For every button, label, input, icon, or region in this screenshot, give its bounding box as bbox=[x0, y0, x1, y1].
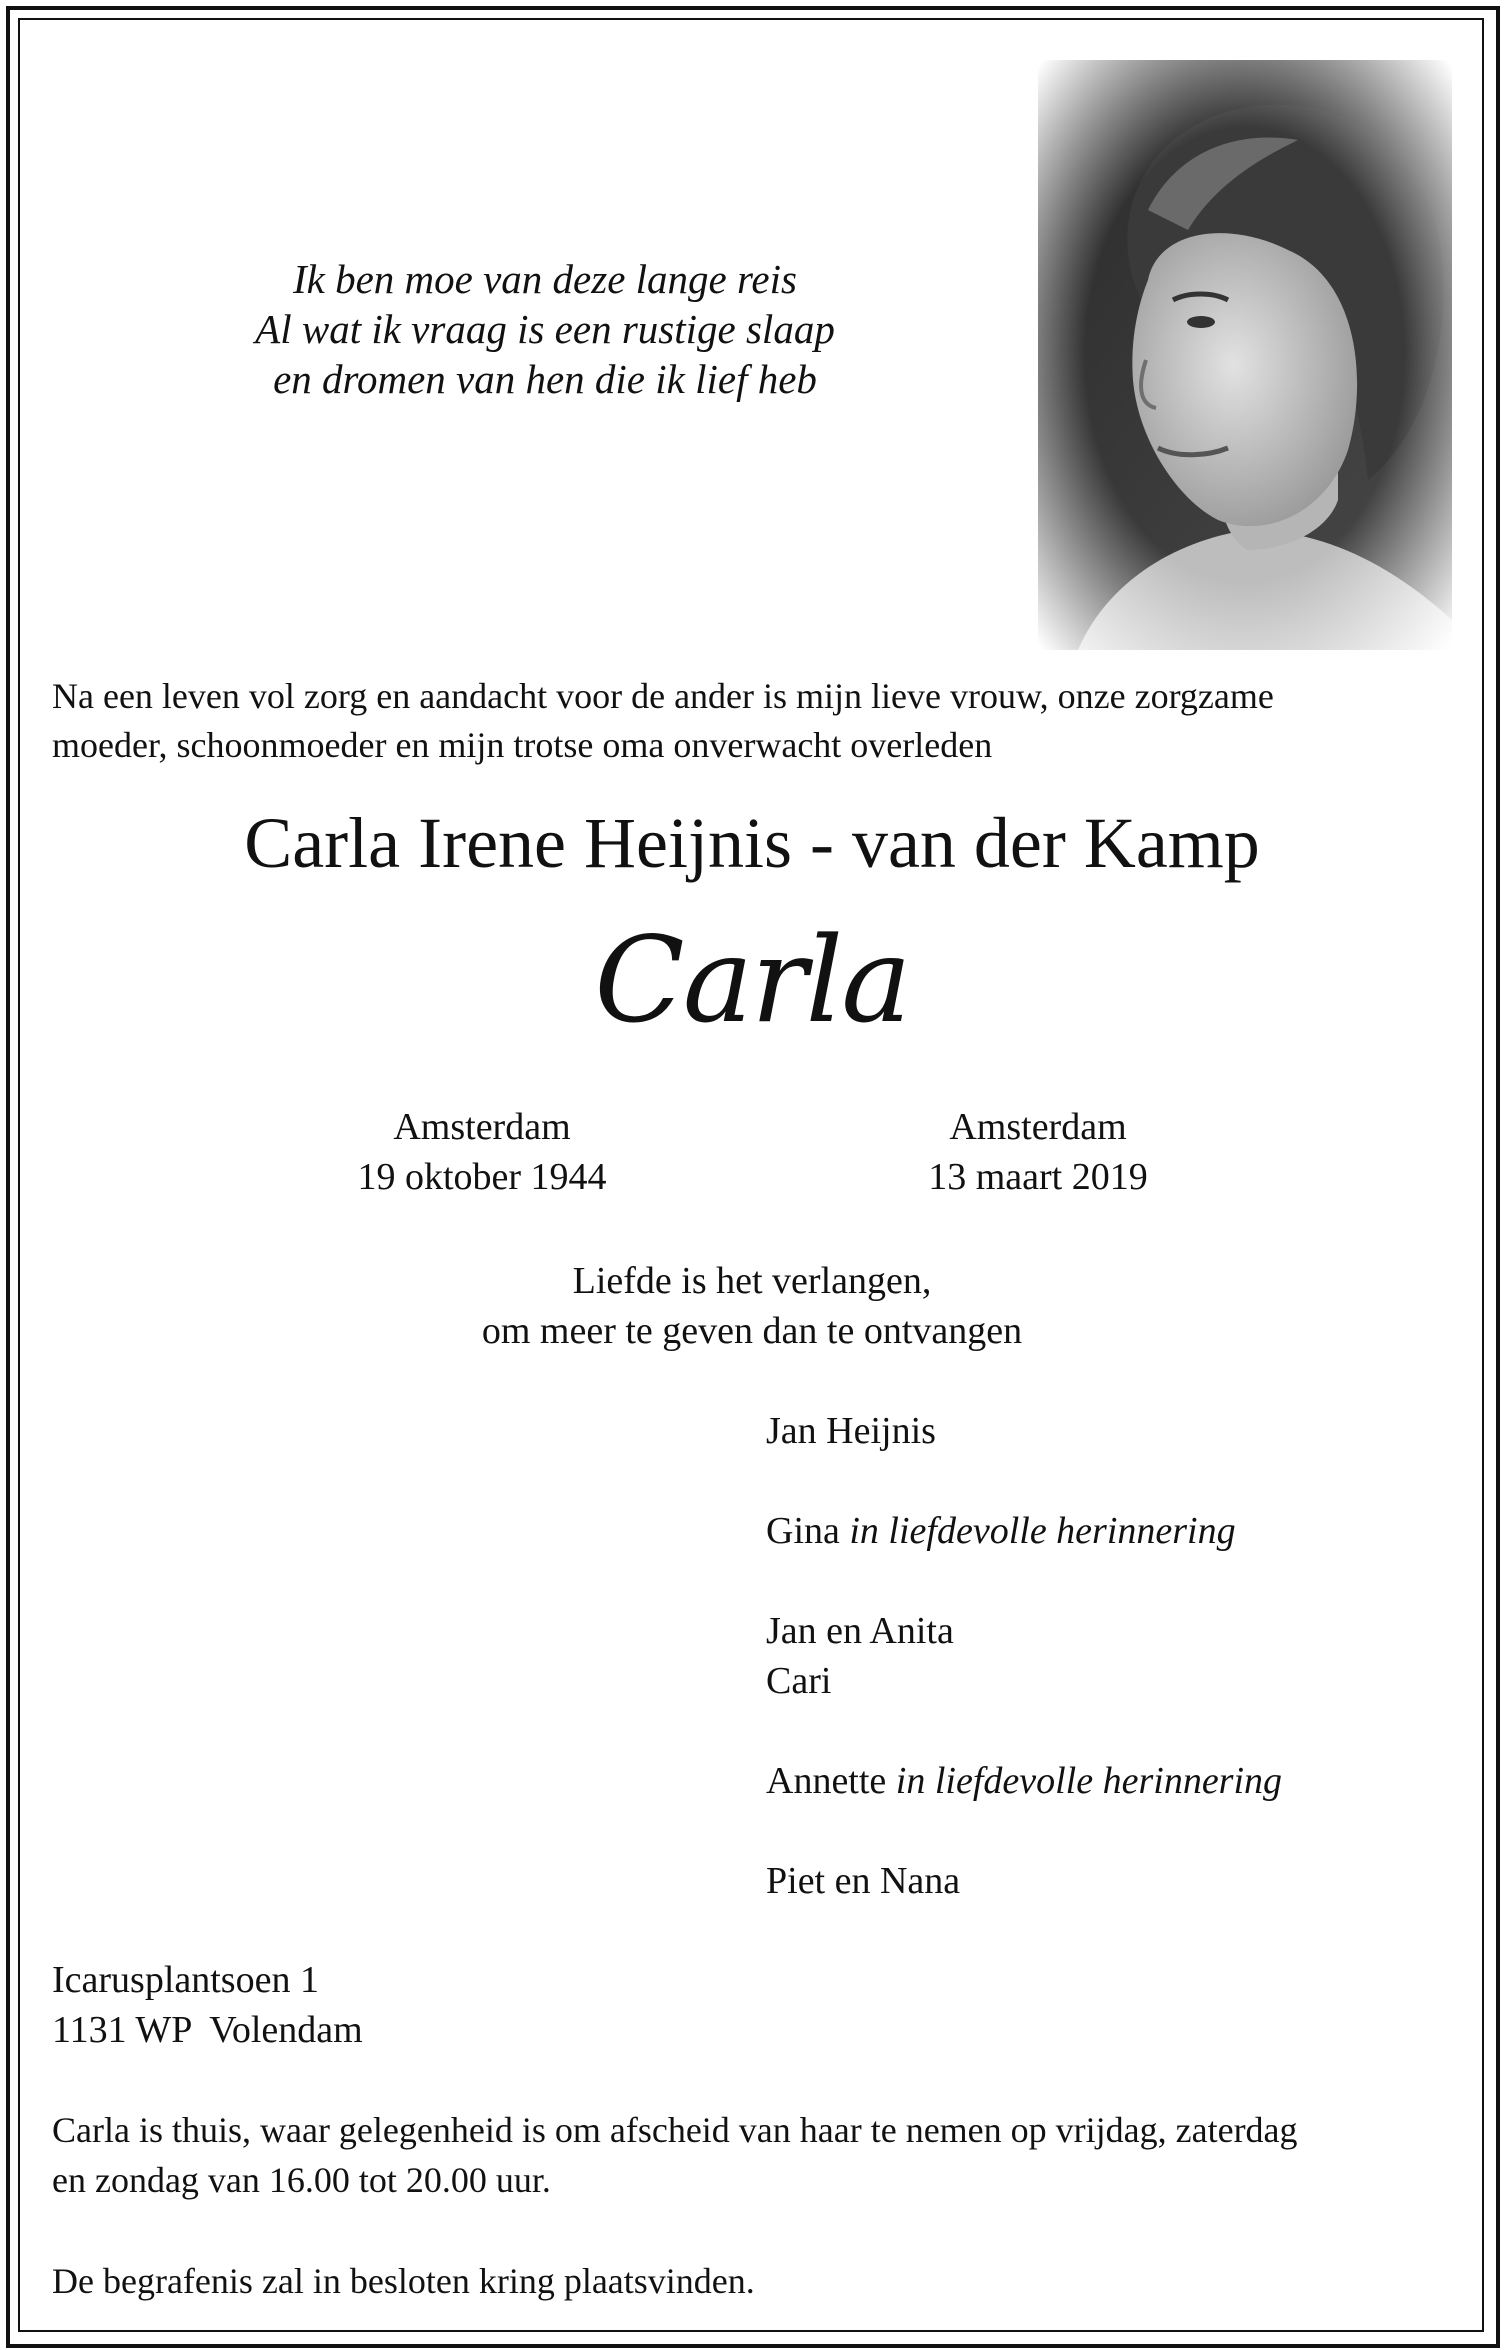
visitation-line: en zondag van 16.00 tot 20.00 uur. bbox=[52, 2160, 551, 2200]
family-entry bbox=[766, 1856, 1466, 1906]
funeral-info: De begrafenis zal in besloten kring plaatsvinden. bbox=[52, 2261, 755, 2301]
death-place: Amsterdam bbox=[949, 1106, 1127, 1148]
birth-place: Amsterdam bbox=[393, 1106, 571, 1148]
family-name: Jan en Anita bbox=[766, 1610, 954, 1652]
motto bbox=[0, 1256, 1504, 1356]
address bbox=[52, 1955, 852, 2055]
family-entry bbox=[766, 1406, 1466, 1456]
death-date: 13 maart 2019 bbox=[928, 1156, 1148, 1198]
motto-line: Liefde is het verlangen, bbox=[572, 1260, 932, 1302]
poem-line: Al wat ik vraag is een rustige slaap bbox=[255, 306, 835, 352]
deceased-nickname: Carla bbox=[594, 911, 910, 1049]
deceased-full-name: Carla Irene Heijnis - van der Kamp bbox=[244, 803, 1260, 883]
family-name: Annette bbox=[766, 1760, 887, 1802]
family-entry bbox=[766, 1606, 1466, 1706]
family-note: in liefdevolle herinnering bbox=[849, 1510, 1236, 1552]
family-name: Gina bbox=[766, 1510, 840, 1552]
motto-line: om meer te geven dan te ontvangen bbox=[481, 1310, 1023, 1352]
family-list bbox=[766, 1406, 1466, 1906]
address-street: Icarusplantsoen 1 bbox=[52, 1959, 319, 2001]
family-child: Cari bbox=[766, 1660, 832, 1702]
family-note: in liefdevolle herinnering bbox=[895, 1760, 1283, 1802]
announcement-intro bbox=[52, 672, 1472, 770]
family-entry bbox=[766, 1506, 1466, 1556]
family-name: Jan Heijnis bbox=[766, 1410, 936, 1452]
intro-line: moeder, schoonmoeder en mijn trotse oma onverwacht overleden bbox=[52, 725, 993, 765]
visitation-info bbox=[52, 2105, 1472, 2205]
poem bbox=[150, 254, 940, 404]
poem-line: Ik ben moe van deze lange reis bbox=[293, 256, 797, 302]
intro-line: Na een leven vol zorg en aandacht voor de ander is mijn lieve vrouw, onze zorgzame bbox=[52, 676, 1274, 716]
poem-line: en dromen van hen die ik lief heb bbox=[273, 356, 817, 402]
family-entry bbox=[766, 1756, 1466, 1806]
visitation-line: Carla is thuis, waar gelegenheid is om afscheid van haar te nemen op vrijdag, zaterdag bbox=[52, 2110, 1298, 2150]
birth-date: 19 oktober 1944 bbox=[357, 1156, 607, 1198]
death-info bbox=[828, 1102, 1248, 1202]
family-name: Piet en Nana bbox=[766, 1860, 961, 1902]
portrait-photo bbox=[1038, 60, 1452, 650]
birth-info bbox=[272, 1102, 692, 1202]
address-city: 1131 WP Volendam bbox=[52, 2009, 363, 2051]
